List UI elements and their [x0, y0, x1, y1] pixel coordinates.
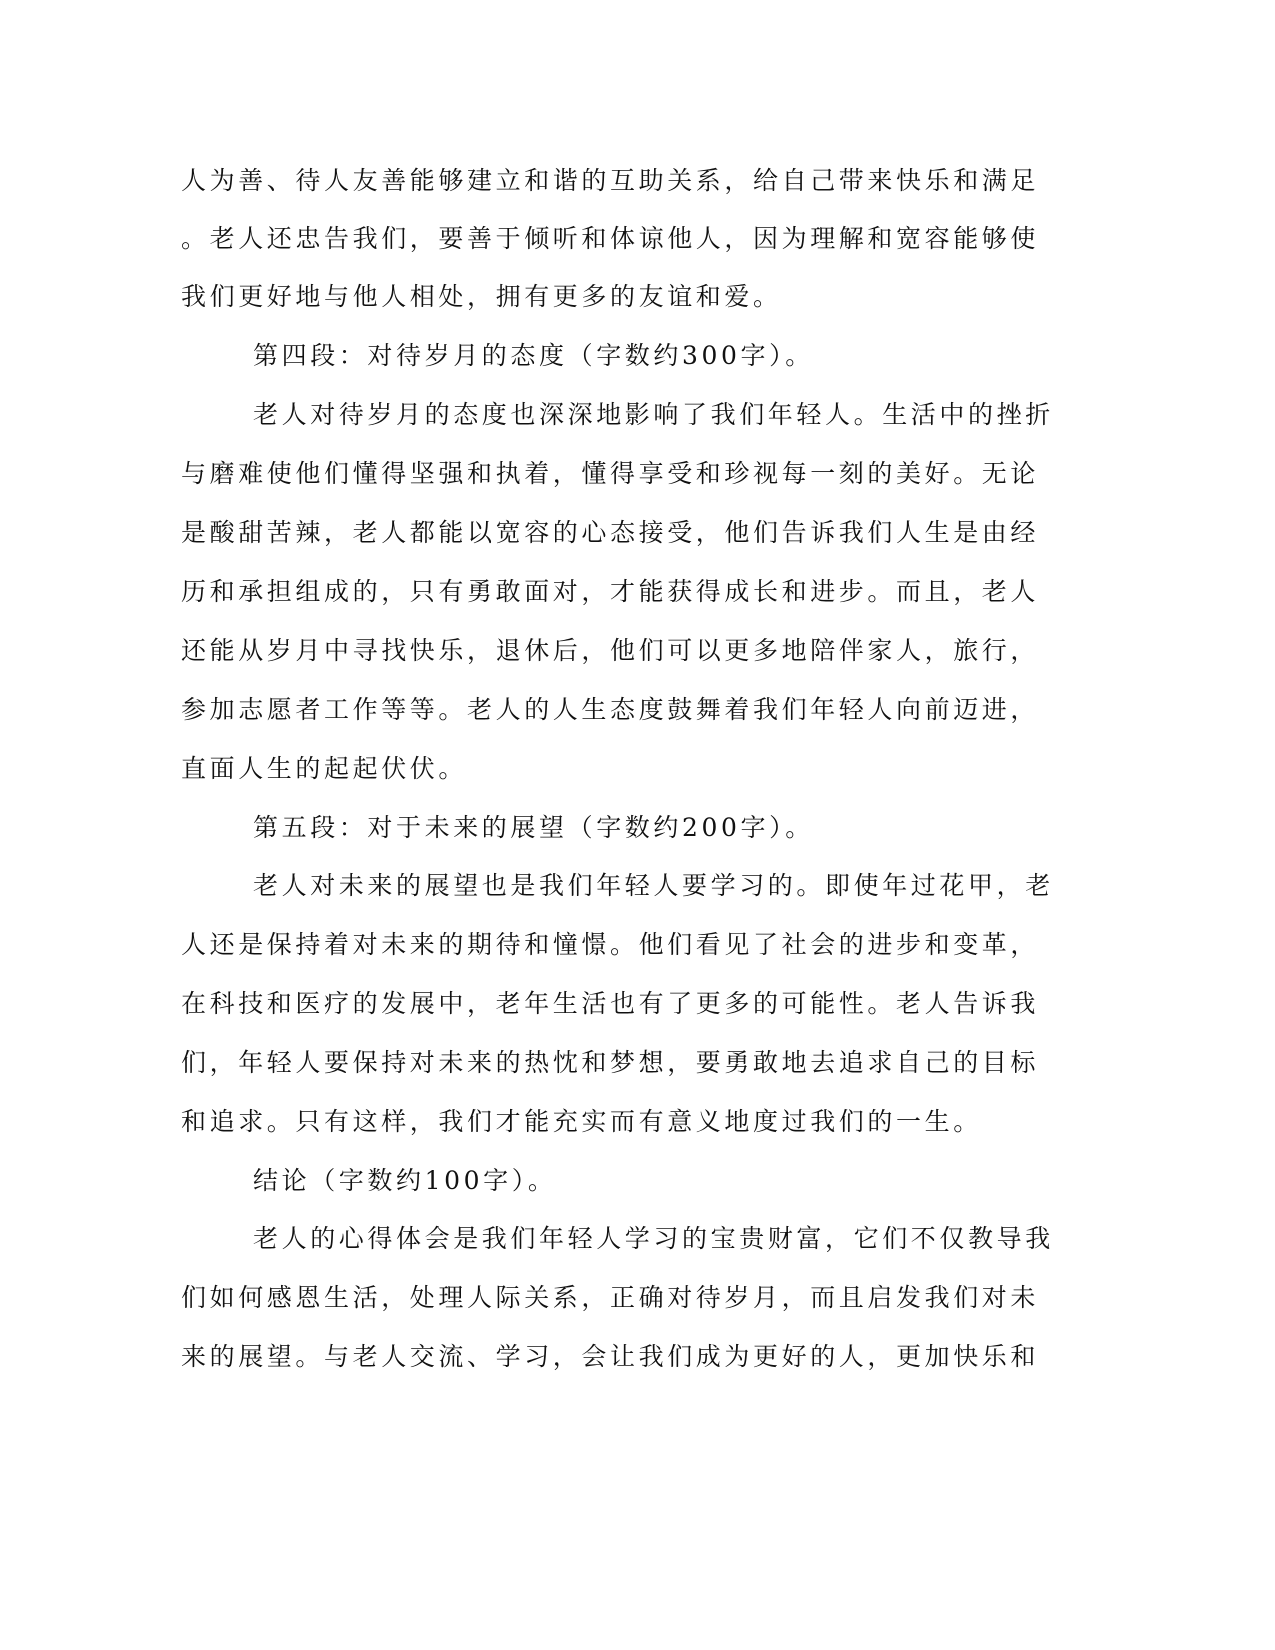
text-line: 老人对未来的展望也是我们年轻人要学习的。即使年过花甲，老	[253, 871, 1054, 900]
text-line: 们，年轻人要保持对未来的热忱和梦想，要勇敢地去追求自己的目标	[181, 1048, 1040, 1077]
text-line: 人为善、待人友善能够建立和谐的互助关系，给自己带来快乐和满足	[181, 166, 1040, 195]
text-line: 。老人还忠告我们，要善于倾听和体谅他人，因为理解和宽容能够使	[181, 224, 1040, 253]
text-line: 与磨难使他们懂得坚强和执着，懂得享受和珍视每一刻的美好。无论	[181, 459, 1040, 488]
text-line: 在科技和医疗的发展中，老年生活也有了更多的可能性。老人告诉我	[181, 989, 1040, 1018]
text-line: 历和承担组成的，只有勇敢面对，才能获得成长和进步。而且，老人	[181, 577, 1040, 606]
text-line: 老人的心得体会是我们年轻人学习的宝贵财富，它们不仅教导我	[253, 1224, 1054, 1253]
text-line: 们如何感恩生活，处理人际关系，正确对待岁月，而且启发我们对未	[181, 1283, 1040, 1312]
text-line: 和追求。只有这样，我们才能充实而有意义地度过我们的一生。	[181, 1107, 982, 1136]
text-line: 是酸甜苦辣，老人都能以宽容的心态接受，他们告诉我们人生是由经	[181, 518, 1040, 547]
text-line: 我们更好地与他人相处，拥有更多的友谊和爱。	[181, 282, 782, 311]
section-heading: 第五段：对于未来的展望（字数约200字）。	[253, 813, 814, 842]
text-line: 还能从岁月中寻找快乐，退休后，他们可以更多地陪伴家人，旅行，	[181, 636, 1040, 665]
section-heading: 第四段：对待岁月的态度（字数约300字）。	[253, 341, 814, 370]
text-line: 来的展望。与老人交流、学习，会让我们成为更好的人，更加快乐和	[181, 1342, 1040, 1371]
text-line: 老人对待岁月的态度也深深地影响了我们年轻人。生活中的挫折	[253, 400, 1054, 429]
text-line: 人还是保持着对未来的期待和憧憬。他们看见了社会的进步和变革，	[181, 930, 1040, 959]
text-line: 参加志愿者工作等等。老人的人生态度鼓舞着我们年轻人向前迈进，	[181, 695, 1040, 724]
section-heading: 结论（字数约100字）。	[253, 1166, 557, 1195]
text-line: 直面人生的起起伏伏。	[181, 754, 468, 783]
